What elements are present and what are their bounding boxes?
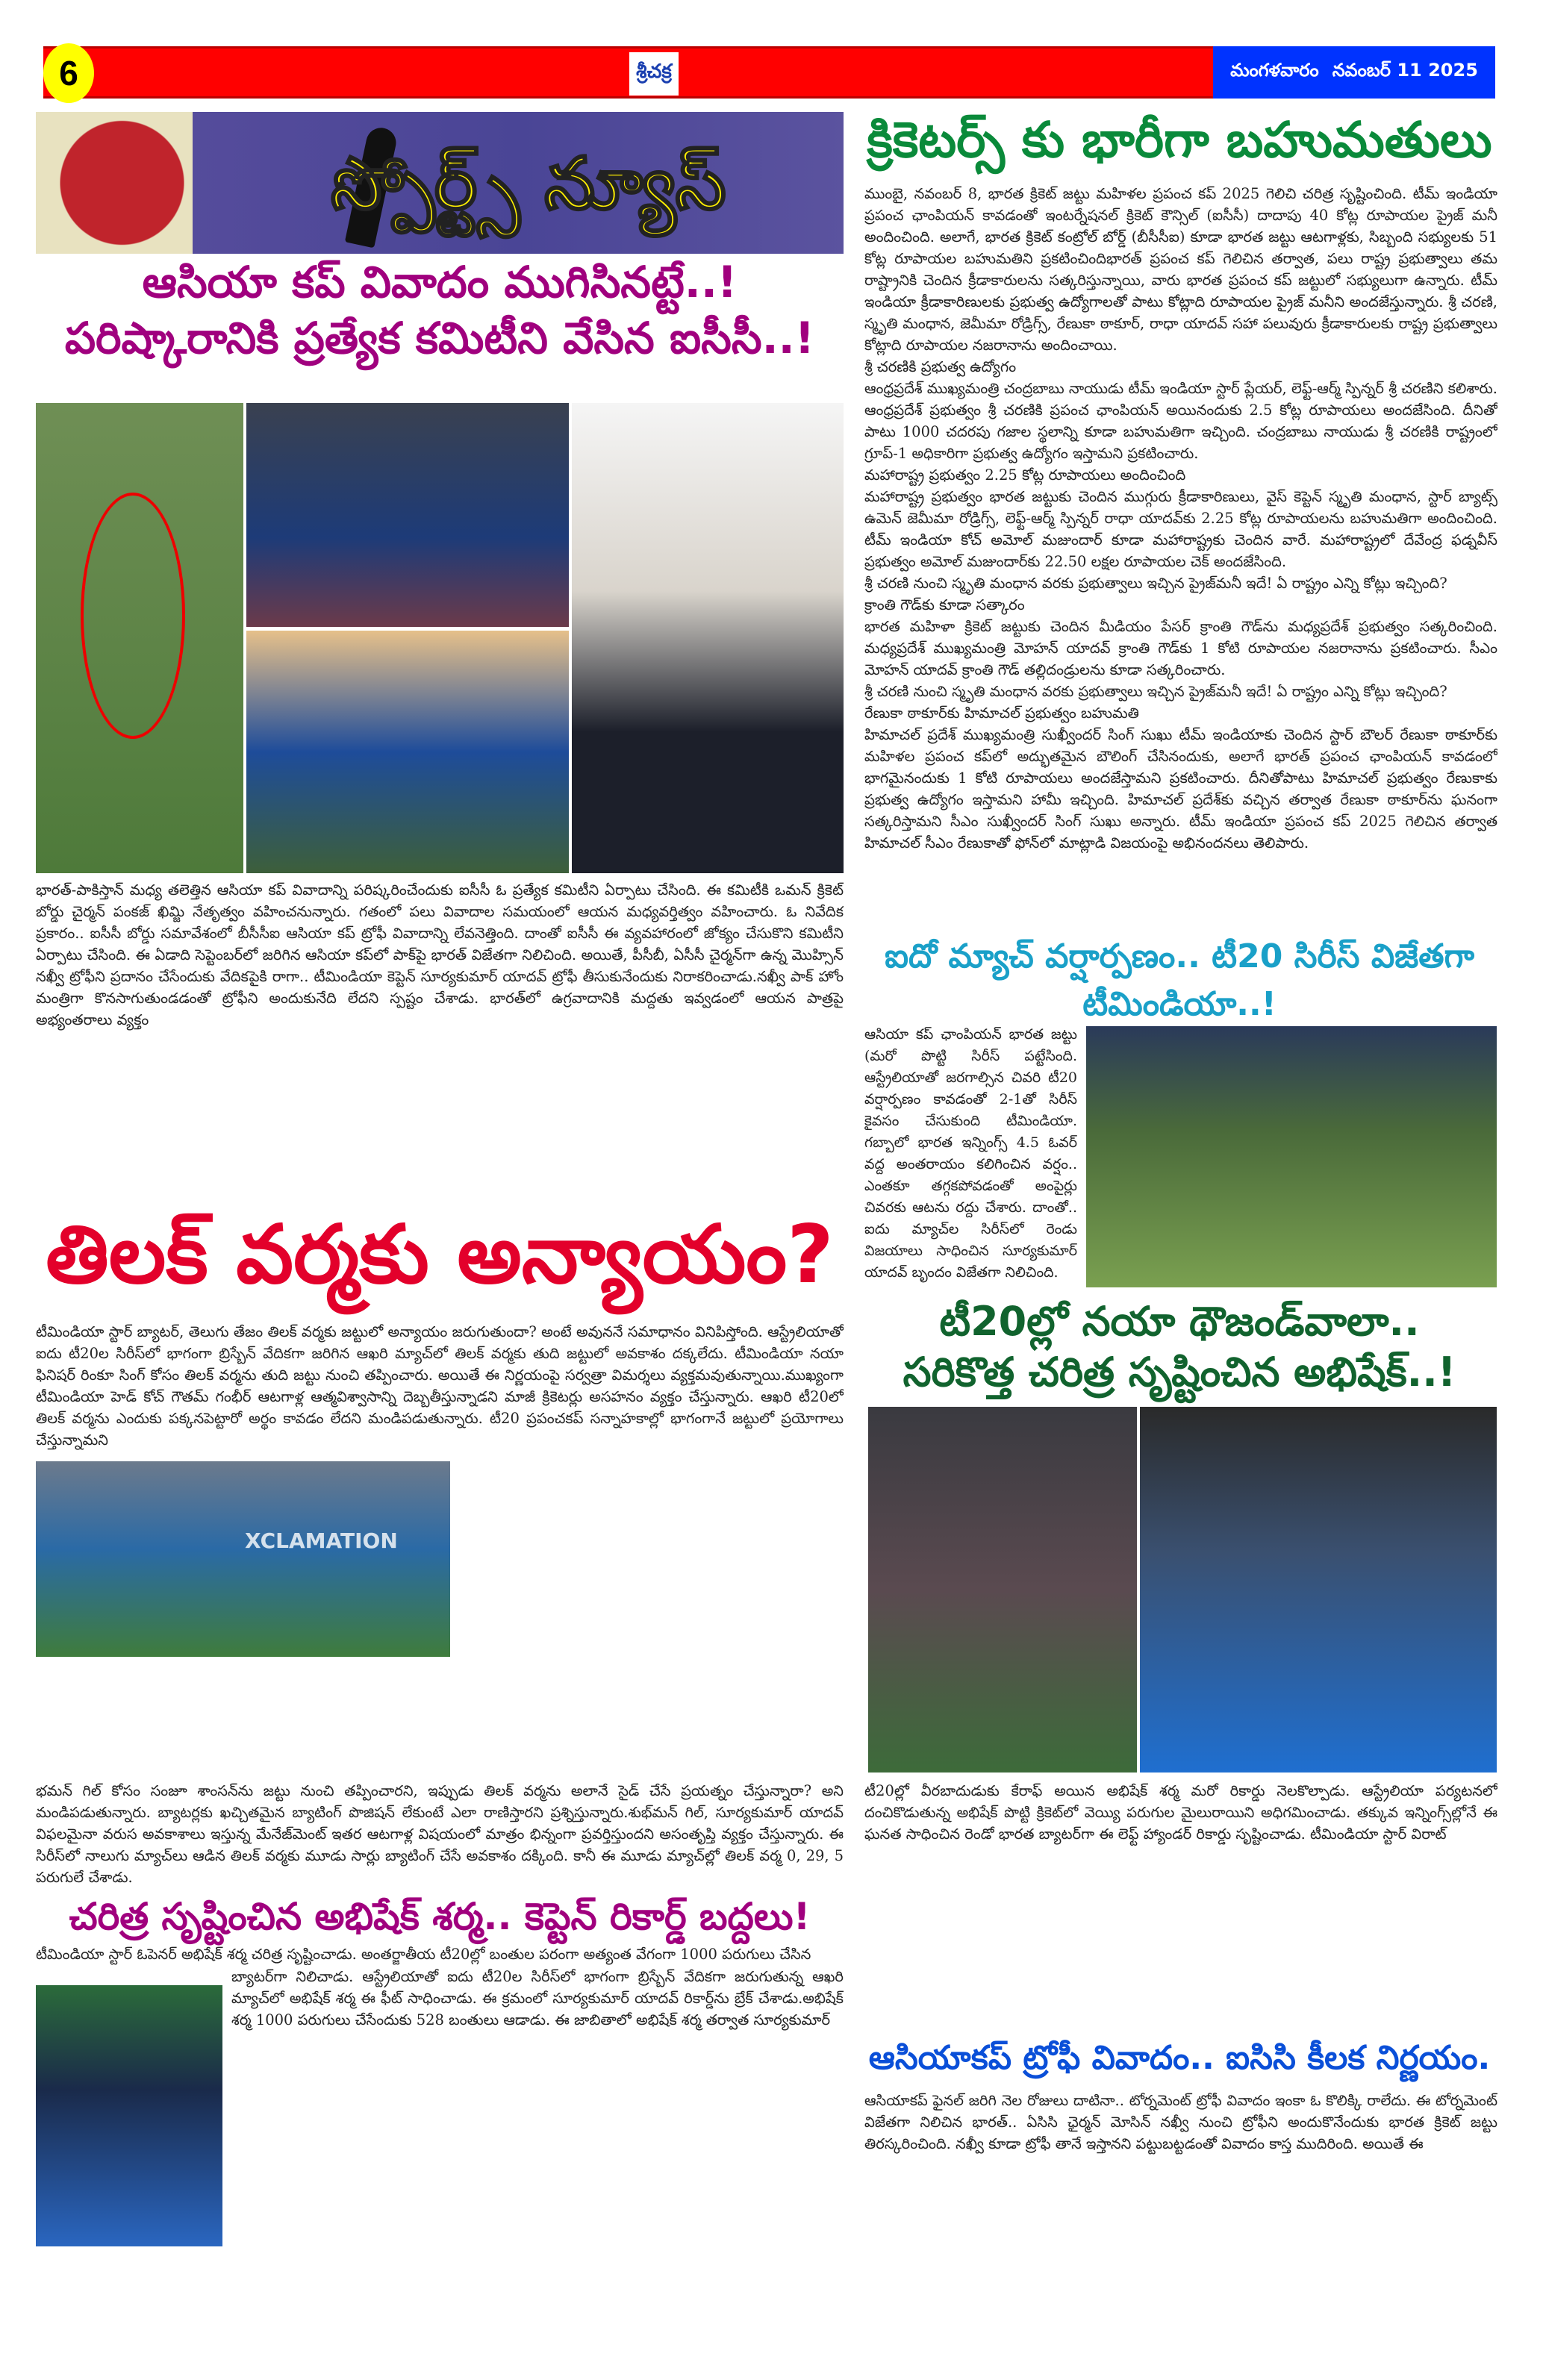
weekday: మంగళవారం [1230, 60, 1319, 81]
subheading: క్రాంతి గౌడ్‌కు కూడా సత్కారం [864, 596, 1025, 613]
t20-series-headline: ఐదో మ్యాచ్ వర్షార్పణం.. టీ20 సిరీస్ విజేతగా టీమిండియా..! [884, 937, 1475, 1023]
photo-official-portrait [572, 403, 844, 873]
abhishek-record-lead: టీమిండియా స్టార్ ఓపెనర్ అభిషేక్ శర్మ చరిత్ర సృష్టించాడు. అంతర్జాతీయ టీ20ల్లో బంతుల పరంగా అత్యంత వేగంగా 1000 పరుగులు చేసిన [36, 1946, 811, 1963]
highlight-circle [81, 493, 185, 739]
prize-money-body [864, 183, 1497, 929]
date-box [1213, 46, 1495, 99]
subheading: శ్రీ చరణి నుంచి స్మృతి మంధాన వరకు ప్రభుత్వాలు ఇచ్చిన ప్రైజ్‌మనీ ఇదే! ఏ రాష్ట్రం ఎన్ని కోట్లు ఇచ్చింది? [864, 575, 1447, 592]
thousand-runs-headline-1: టీ20ల్లో నయా థౌజండ్‌వాలా.. [939, 1298, 1420, 1345]
t20-series-body: ఆసియా కప్ ఛాంపియన్ భారత జట్టు (మరో పొట్టి సిరీస్ పట్టేసింది. ఆస్ట్రేలియాతో జరగాల్సిన చివరి టీ20 వర్షార్పణం కావడంతో 2-1తో సిరీస్ కైవసం చేసుకుంది టీమిండియా. గబ్బాలో భారత ఇన్నింగ్స్ 4.5 ఓవర్ వద్ద అంతరాయం కలిగించిన వర్షం.. ఎంతకూ తగ్గకపోవడంతో అంపైర్లు చివరకు ఆటను రద్దు చేశారు. దాంతో.. ఐదు మ్యాచ్‌ల సిరీస్‌లో రెండు విజయాలు సాధించిన సూర్యకుమార్ యాదవ్ బృందం విజేతగా నిలిచింది. [864, 1026, 1077, 1281]
asia-cup-body: భారత్-పాకిస్తాన్ మధ్య తలెత్తిన ఆసియా కప్ వివాదాన్ని పరిష్కరించేందుకు ఐసీసీ ఓ ప్రత్యేక కమిటీని ఏర్పాటు చేసింది. ఈ కమిటీకి ఒమన్ క్రికెట్ బోర్డు చైర్మన్ పంకజ్ ఖిమ్జి నేతృత్వం వహించనున్నారు. గతంలో పలు వివాదాల సమయంలో ఆయన మధ్యవర్తిత్వం వహించారు. ఓ నివేదిక ప్రకారం.. ఐసీసీ బోర్డు సమావేశంలో బీసీసీఐ ఆసియా కప్ ట్రోఫీ వివాదాన్ని లేవనెత్తింది. దాంతో ఐసీసీ ఈ వ్యవహారంలో జోక్యం చేసుకొని కమిటీని ఏర్పాటు చేసింది. ఈ ఏడాది సెప్టెంబర్‌లో జరిగిన ఆసియా కప్‌లో పాక్‌పై భారత్ విజేతగా నిలిచింది. అయితే, పీసీబీ, ఏసీసీ చైర్మన్‌గా ఉన్న మొహ్సిన్ నఖ్వీ ట్రోఫీని ప్రదానం చేసేందుకు వేదికపైకి రాగా.. టీమిండియా కెప్టెన్ సూర్యకుమార్ యాదవ్ ట్రోఫీ తీసుకునేందుకు నిరాకరించాడు.నఖ్వీ పాక్ హోం మంత్రిగా కొనసాగుతుండడంతో ట్రోఫీని అందుకునేది లేదని స్పష్టం చేశాడు. భారత్‌లో ఉగ్రవాదానికి మద్దతు ఇవ్వడంలో ఆయన పాత్రపై అభ్యంతరాలు వ్యక్తం [36, 881, 844, 1028]
sports-news-banner [36, 112, 844, 254]
paragraph: మహారాష్ట్ర ప్రభుత్వం భారత జట్టుకు చెందిన ముగ్గురు క్రీడాకారిణులు, వైస్ కెప్టెన్ స్మృతి మంధాన, స్టార్ బ్యాట్స్ ఉమెన్ జెమీమా రోడ్రిగ్స్, లెఫ్ట్-ఆర్మ్ స్పిన్నర్ రాధా యాదవ్‌కు 2.25 కోట్ల రూపాయలను బహుమతిగా అందించింది. టీమ్ ఇండియా కోచ్ అమోల్ మజుందార్ కూడా మహారాష్ట్రకు చెందిన వారే. మహారాష్ట్రలో దేవేంద్ర ఫడ్నవీస్ ప్రభుత్వం అమోల్ మజుందార్‌కు 22.50 లక్షల రూపాయల చెక్ అందజేసింది. [864, 488, 1497, 570]
paragraph: హిమాచల్ ప్రదేశ్ ముఖ్యమంత్రి సుఖ్వీందర్ సింగ్ సుఖు టీమ్ ఇండియాకు చెందిన స్టార్ బౌలర్ రేణుకా ఠాకూర్‌కు మహిళల ప్రపంచ కప్‌లో అద్భుతమైన బౌలింగ్ చేసినందుకు, అలాగే భారత్ ప్రపంచ ఛాంపియన్ కావడంలో భాగమైనందుకు 1 కోటి రూపాయలు అందజేస్తామని ప్రకటించారు. దీనితోపాటు హిమాచల్ ప్రభుత్వం రేణుకాకు ప్రభుత్వ ఉద్యోగం ఇస్తామని హామీ ఇచ్చింది. హిమాచల్ ప్రదేశ్‌కు వచ్చిన తర్వాత రేణుకా ఠాకూర్‌ను ఘనంగా సత్కరిస్తామని సీఎం సుఖ్వీందర్ సింగ్ సుఖు అన్నారు. టీమ్ ఇండియా ప్రపంచ కప్ 2025 గెలిచిన తర్వాత హిమాచల్ సీఎం రేణుకాతో ఫోన్‌లో మాట్లాడి విజయంపై అభినందనలు తెలిపారు. [864, 726, 1497, 852]
subheading: మహారాష్ట్ర ప్రభుత్వం 2.25 కోట్ల రూపాయలు అందించింది [864, 466, 1186, 484]
paragraph: ఆంధ్రప్రదేశ్ ముఖ్యమంత్రి చంద్రబాబు నాయుడు టీమ్ ఇండియా స్టార్ ప్లేయర్, లెఫ్ట్-ఆర్మ్ స్పిన్నర్ శ్రీ చరణిని కలిశారు. ఆంధ్రప్రదేశ్ ప్రభుత్వం శ్రీ చరణికి ప్రపంచ ఛాంపియన్ అయినందుకు 2.5 కోట్ల రూపాయలు అందజేసింది. దీనితో పాటు 1000 చదరపు గజాల స్థలాన్ని కూడా బహుమతిగా ఇచ్చింది. చంద్రబాబు నాయుడు శ్రీ చరణికి రాష్ట్రంలో గ్రూప్-1 అధికారిగా ప్రభుత్వ ఉద్యోగం ఇస్తామని ప్రకటించారు. [864, 380, 1497, 462]
paragraph: భారత మహిళా క్రికెట్ జట్టుకు చెందిన మీడియం పేసర్ క్రాంతి గౌడ్‌ను మధ్యప్రదేశ్ ప్రభుత్వం సత్కరించింది. మధ్యప్రదేశ్ ముఖ్యమంత్రి మోహన్ యాదవ్ క్రాంతి గౌడ్‌కు 1 కోటి రూపాయల నజరానాను ప్రకటించారు. సీఎం మోహన్ యాదవ్ క్రాంతి గౌడ్ తల్లిదండ్రులను కూడా సత్కరించారు. [864, 618, 1497, 678]
abhishek-record-body: బ్యాటర్‌గా నిలిచాడు. ఆస్ట్రేలియాతో ఐదు టీ20ల సిరీస్‌లో భాగంగా బ్రిస్బేన్ వేదికగా జరుగుతున్న ఆఖరి మ్యాచ్‌లో అభిషేక్ శర్మ ఈ ఫీట్ సాధించాడు. ఈ క్రమంలో సూర్యకుమార్ యాదవ్ రికార్డ్‌ను బ్రేక్ చేశాడు.అభిషేక్ శర్మ 1000 పరుగులు చేసేందుకు 528 బంతులు ఆడాడు. ఈ జాబితాలో అభిషేక్ శర్మ తర్వాత సూర్యకుమార్ [231, 1968, 844, 2028]
page-number-badge: 6 [43, 43, 94, 103]
thousand-runs-headline-2: సరికొత్త చరిత్ర సృష్టించిన అభిషేక్..! [903, 1349, 1456, 1396]
photo-players-walking [1086, 1026, 1497, 1287]
subheading: శ్రీ చరణి నుంచి స్మృతి మంధాన వరకు ప్రభుత్వాలు ఇచ్చిన ప్రైజ్‌మనీ ఇదే! ఏ రాష్ట్రం ఎన్ని కోట్లు ఇచ్చింది? [864, 683, 1447, 700]
tilak-body-1: టీమిండియా స్టార్ బ్యాటర్, తెలుగు తేజం తిలక్ వర్మకు జట్టులో అన్యాయం జరుగుతుందా? అంటే అవుననే సమాధానం వినిపిస్తోంది. ఆస్ట్రేలియాతో ఐదు టీ20ల సిరీస్‌లో భాగంగా బ్రిస్బేన్ వేదికగా జరిగిన ఆఖరి మ్యాచ్‌లో తిలక్ వర్మకు తుది జట్టులో అవకాశం దక్కలేదు. టీమిండియా నయా ఫినిషర్ రింకూ సింగ్ కోసం తిలక్ వర్మను తుది జట్టు నుంచి తప్పించారు. అయితే ఈ నిర్ణయంపై సర్వత్రా విమర్శలు వ్యక్తమవుతున్నాయి.ముఖ్యంగా టీమిండియా హెడ్ కోచ్ గౌతమ్ గంభీర్ ఆటగాళ్ల ఆత్మవిశ్వాసాన్ని దెబ్బతీస్తున్నాడని మాజీ క్రికెటర్లు అసహనం వ్యక్తం చేస్తున్నారు. ఆఖరి టీ20లో తిలక్ వర్మను ఎందుకు పక్కనపెట్టారో అర్థం కావడం లేదని మండిపడుతున్నారు. టీ20 ప్రపంచకప్ సన్నాహకాల్లో భాగంగానే జట్టులో ప్రయోగాలు చేస్తున్నామని [36, 1323, 844, 1449]
thousand-runs-body: టీ20ల్లో వీరబాదుడుకు కేరాఫ్ అయిన అభిషేక్ శర్మ మరో రికార్డు నెలకొల్పాడు. ఆస్ట్రేలియా పర్యటనలో దంచికొడుతున్న అభిషేక్ పొట్టి క్రికెట్‌లో వెయ్యి పరుగుల మైలురాయిని అధిగమించాడు. తక్కువ ఇన్నింగ్స్‌ల్లోనే ఈ ఘనత సాధించిన రెండో భారత బ్యాటర్‌గా ఈ లెఫ్ట్ హ్యాండర్ రికార్డు సృష్టించాడు. టీమిండియా స్టార్ విరాట్ [864, 1782, 1497, 1843]
photo-team-celebration-1 [246, 403, 569, 627]
photo-abhishek-helmet [36, 1985, 222, 2246]
banner-title: స్పోర్ట్స్ న్యూస్ [331, 142, 726, 225]
newspaper-logo: శ్రీచక్ర [629, 52, 679, 96]
subheading: శ్రీ చరణికి ప్రభుత్వ ఉద్యోగం [864, 358, 1017, 375]
paragraph: ముంబై, నవంబర్ 8, భారత క్రికెట్ జట్టు మహిళల ప్రపంచ కప్ 2025 గెలిచి చరిత్ర సృష్టించింది. టీమ్ ఇండియా ప్రపంచ ఛాంపియన్ కావడంతో ఇంటర్నేషనల్ క్రికెట్ కౌన్సిల్ (ఐసీసీ) దాదాపు 40 కోట్ల రూపాయల ప్రైజ్ మనీ అందించింది. అలాగే, భారత క్రికెట్ కంట్రోల్ బోర్డ్ (బీసీసీఐ) కూడా భారత జట్టు ఆటగాళ్లకు, సిబ్బంది సభ్యులకు 51 కోట్ల రూపాయల బహుమతిని ప్రకటించిందిభారత్ ప్రపంచ కప్ గెలిచిన తర్వాత, పలు రాష్ట్ర ప్రభుత్వాలు తమ రాష్ట్రానికి చెందిన క్రీడాకారులను సత్కరిస్తున్నాయి, వారు భారత ప్రపంచ కప్ జట్టులో సభ్యులుగా ఉన్నారు. టీమ్ ఇండియా క్రీడాకారిణులకు ప్రభుత్వ ఉద్యోగాలతో పాటు కోట్లాది రూపాయల ప్రైజ్ మనీని అందజేస్తున్నారు. శ్రీ చరణి, స్మృతి మంధాన, జెమీమా రోడ్రిగ్స్, రేణుకా ఠాకూర్, రాధా యాదవ్ సహా పలువురు క్రీడాకారులకు రాష్ట్ర ప్రభుత్వాలు కోట్లాది రూపాయల నజరానాను అందించాయి. [864, 185, 1497, 354]
photo-trophy-ceremony [36, 403, 243, 873]
photo-abhishek-shot [868, 1407, 1137, 1772]
prize-money-headline: క్రికెటర్స్ కు భారీగా బహుమతులు [867, 111, 1492, 169]
asia-trophy-headline: ఆసియాకప్ ట్రోఫీ వివాదం.. ఐసిసి కీలక నిర్ణయం. [868, 2039, 1491, 2077]
cricket-ball-icon [36, 112, 193, 254]
abhishek-record-headline: చరిత్ర సృష్టించిన అభిషేక్ శర్మ.. కెప్టెన్ రికార్డ్ బద్దలు! [69, 1895, 811, 1938]
tilak-body-2: భమన్ గిల్ కోసం సంజూ శాంసన్‌ను జట్టు నుంచి తప్పించారని, ఇప్పుడు తిలక్ వర్మను అలానే సైడ్ చేసే ప్రయత్నం చేస్తున్నారా? అని మండిపడుతున్నారు. బ్యాటర్లకు ఖచ్చితమైన బ్యాటింగ్ పొజిషన్ లేకుంటే ఎలా రాణిస్తారని ప్రశ్నిస్తున్నారు.శుభ్‌మన్ గిల్, సూర్యకుమార్ యాదవ్ విఫలమైనా వరుస అవకాశాలు ఇస్తున్న మేనేజ్‌మెంట్ ఇతర ఆటగాళ్ల విషయంలో మాత్రం భిన్నంగా ప్రవర్తిస్తుందని అసంతృప్తి వ్యక్తం చేస్తున్నారు. ఈ సిరీస్‌లో నాలుగు మ్యాచ్‌లు ఆడిన తిలక్ వర్మకు మూడు సార్లు బ్యాటింగ్ చేసే అవకాశం దక్కింది. కానీ ఈ మూడు మ్యాచ్‌ల్లో తిలక్ వర్మ 0, 29, 5 పరుగులే చేశాడు. [36, 1782, 844, 1886]
stadium-board-text: XCLAMATION [245, 1528, 398, 1553]
subheading: రేణుకా ఠాకూర్‌కు హిమాచల్ ప్రభుత్వం బహుమతి [864, 705, 1139, 722]
photo-kohli-celebration [1140, 1407, 1497, 1772]
photo-team-celebration-2 [246, 631, 569, 873]
issue-date: నవంబర్ 11 2025 [1332, 60, 1478, 81]
photo-tilak-batting [36, 1461, 450, 1657]
asia-trophy-body: ఆసియాకప్ ఫైనల్ జరిగి నెల రోజులు దాటినా.. టోర్నమెంట్ ట్రోఫీ వివాదం ఇంకా ఓ కొలిక్కి రాలేదు. ఈ టోర్నమెంట్ విజేతగా నిలిచిన భారత్.. ఏసిసి ఛైర్మన్ మోసిన్ నఖ్వీ నుంచి ట్రోఫీని అందుకొనేందుకు భారత క్రికెట్ జట్టు తిరస్కరించింది. నఖ్వీ కూడా ట్రోఫీ తానే ఇస్తానని పట్టుబట్టడంతో వివాదం కాస్త ముదిరింది. అయితే ఈ [864, 2092, 1497, 2152]
tilak-headline: తిలక్ వర్మకు అన్యాయం? [46, 1208, 834, 1302]
asia-cup-headline-1: ఆసియా కప్ వివాదం ముగిసినట్టే..! [142, 257, 738, 307]
asia-cup-headline-2: పరిష్కారానికి ప్రత్యేక కమిటీని వేసిన ఐసీసీ..! [64, 313, 815, 363]
